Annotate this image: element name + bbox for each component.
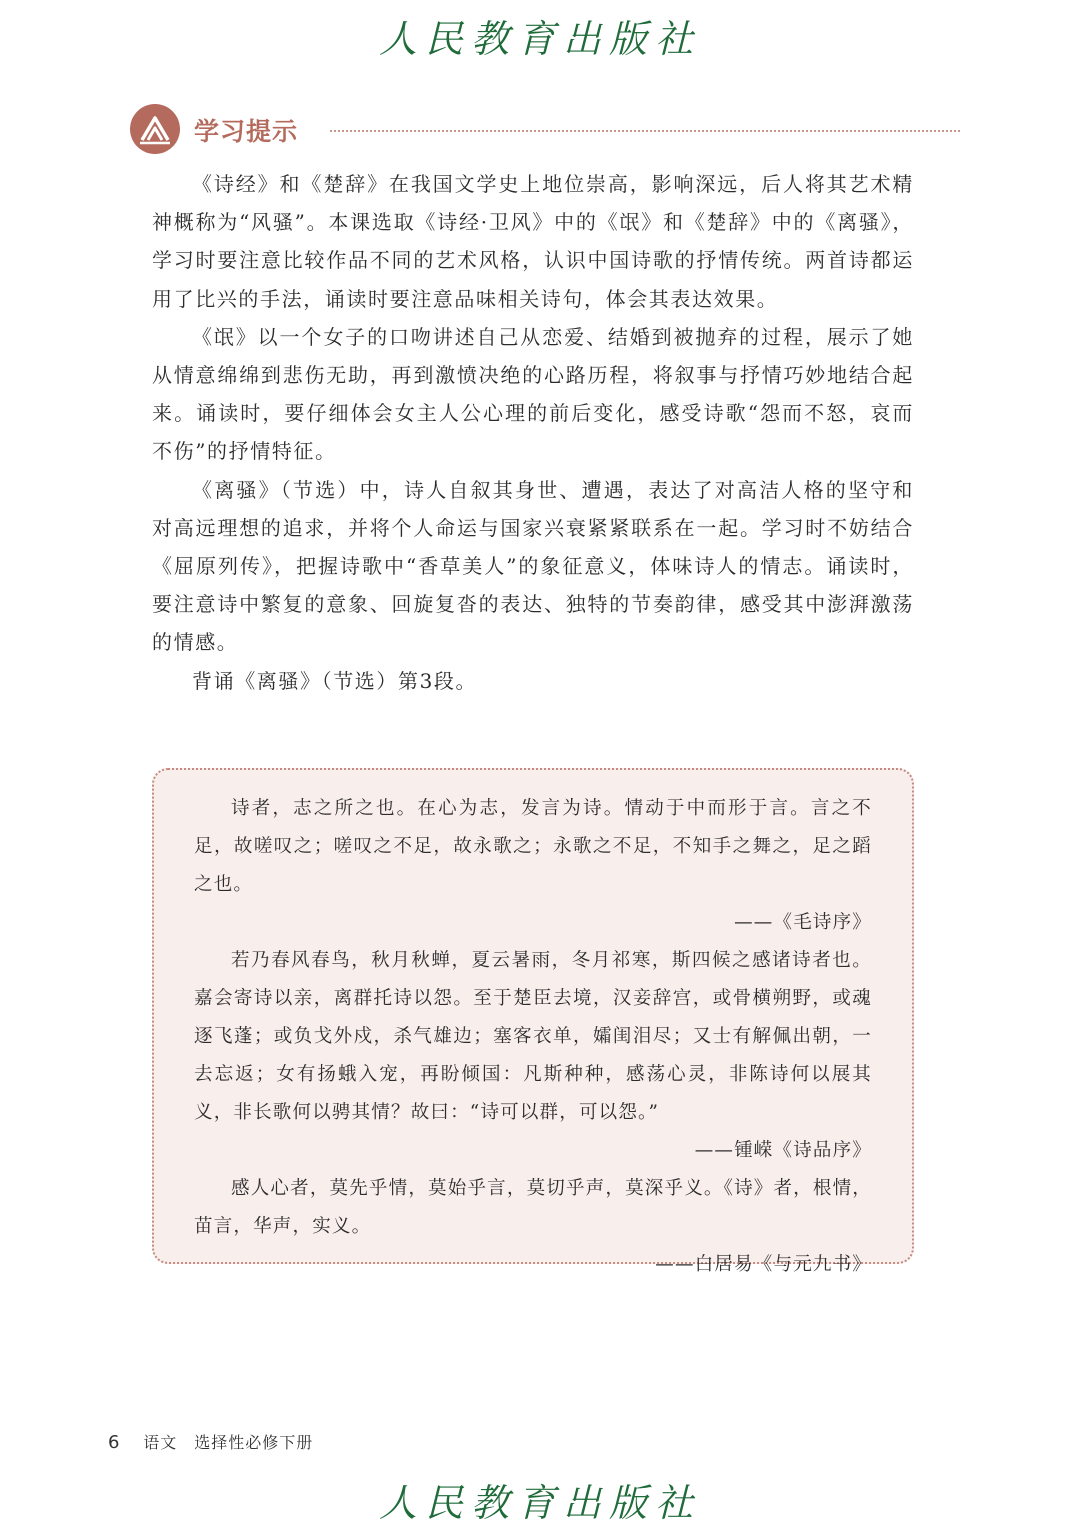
page-number: 6 [108, 1432, 120, 1453]
quote-text: 感人心者，莫先乎情，莫始乎言，莫切乎声，莫深乎义。《诗》者，根情，苗言，华声，实义。 [194, 1178, 872, 1237]
paragraph: 背诵《离骚》（节选）第3段。 [192, 668, 478, 693]
paragraph: 《离骚》（节选）中，诗人自叙其身世、遭遇，表达了对高洁人格的坚守和对高远理想的追求，并将个人命运与国家兴衰紧紧联系在一起。学习时不妨结合《屈原列传》，把握诗歌中“香草美人”的象征意义，体味诗人的情志。诵读时，要注意诗中繁复的意象、回旋复沓的表达、独特的节奏韵律，感受其中澎湃激荡的情感。 [152, 477, 914, 655]
paragraph: 《诗经》和《楚辞》在我国文学史上地位崇高，影响深远，后人将其艺术精神概称为“风骚”。本课选取《诗经·卫风》中的《氓》和《楚辞》中的《离骚》，学习时要注意比较作品不同的艺术风格，认识中国诗歌的抒情传统。两首诗都运用了比兴的手法，诵读时要注意品味相关诗句，体会其表达效果。 [152, 172, 914, 311]
quote-source: ——《毛诗序》 [734, 912, 872, 933]
quote-text: 若乃春风春鸟，秋月秋蝉，夏云暑雨，冬月祁寒，斯四候之感诸诗者也。嘉会寄诗以亲，离群托诗以怨。至于楚臣去境，汉妾辞宫，或骨横朔野，或魂逐飞蓬；或负戈外戍，杀气雄边；塞客衣单，孀闺泪尽；又士有解佩出朝，一去忘返；女有扬蛾入宠，再盼倾国：凡斯种种，感荡心灵，非陈诗何以展其义，非长歌何以骋其情？故曰：“诗可以群，可以怨。” [194, 950, 872, 1123]
quote-source: ——锺嵘《诗品序》 [694, 1140, 872, 1161]
quotation-box [152, 768, 914, 1275]
mountain-emblem-icon [130, 104, 180, 154]
quote-text: 诗者，志之所之也。在心为志，发言为诗。情动于中而形于言。言之不足，故嗟叹之；嗟叹之不足，故永歌之；永歌之不足，不知手之舞之，足之蹈之也。 [194, 798, 872, 895]
paragraph: 《氓》以一个女子的口吻讲述自己从恋爱、结婚到被抛弃的过程，展示了她从情意绵绵到悲伤无助，再到激愤决绝的心路历程，将叙事与抒情巧妙地结合起来。诵读时，要仔细体会女主人公心理的前后变化，感受诗歌“怨而不怒，哀而不伤”的抒情特征。 [152, 324, 914, 464]
study-tips-text [152, 165, 914, 700]
dotted-divider [330, 130, 960, 132]
section-header [130, 104, 960, 156]
publisher-logo-top: 人民教育出版社 [378, 17, 701, 61]
page-footer [108, 1430, 313, 1453]
quote-source: ——白居易《与元九书》 [655, 1254, 872, 1275]
section-title: 学习提示 [194, 117, 299, 146]
book-title: 语文 选择性必修下册 [143, 1433, 314, 1452]
publisher-logo-bottom: 人民教育出版社 [378, 1481, 701, 1525]
